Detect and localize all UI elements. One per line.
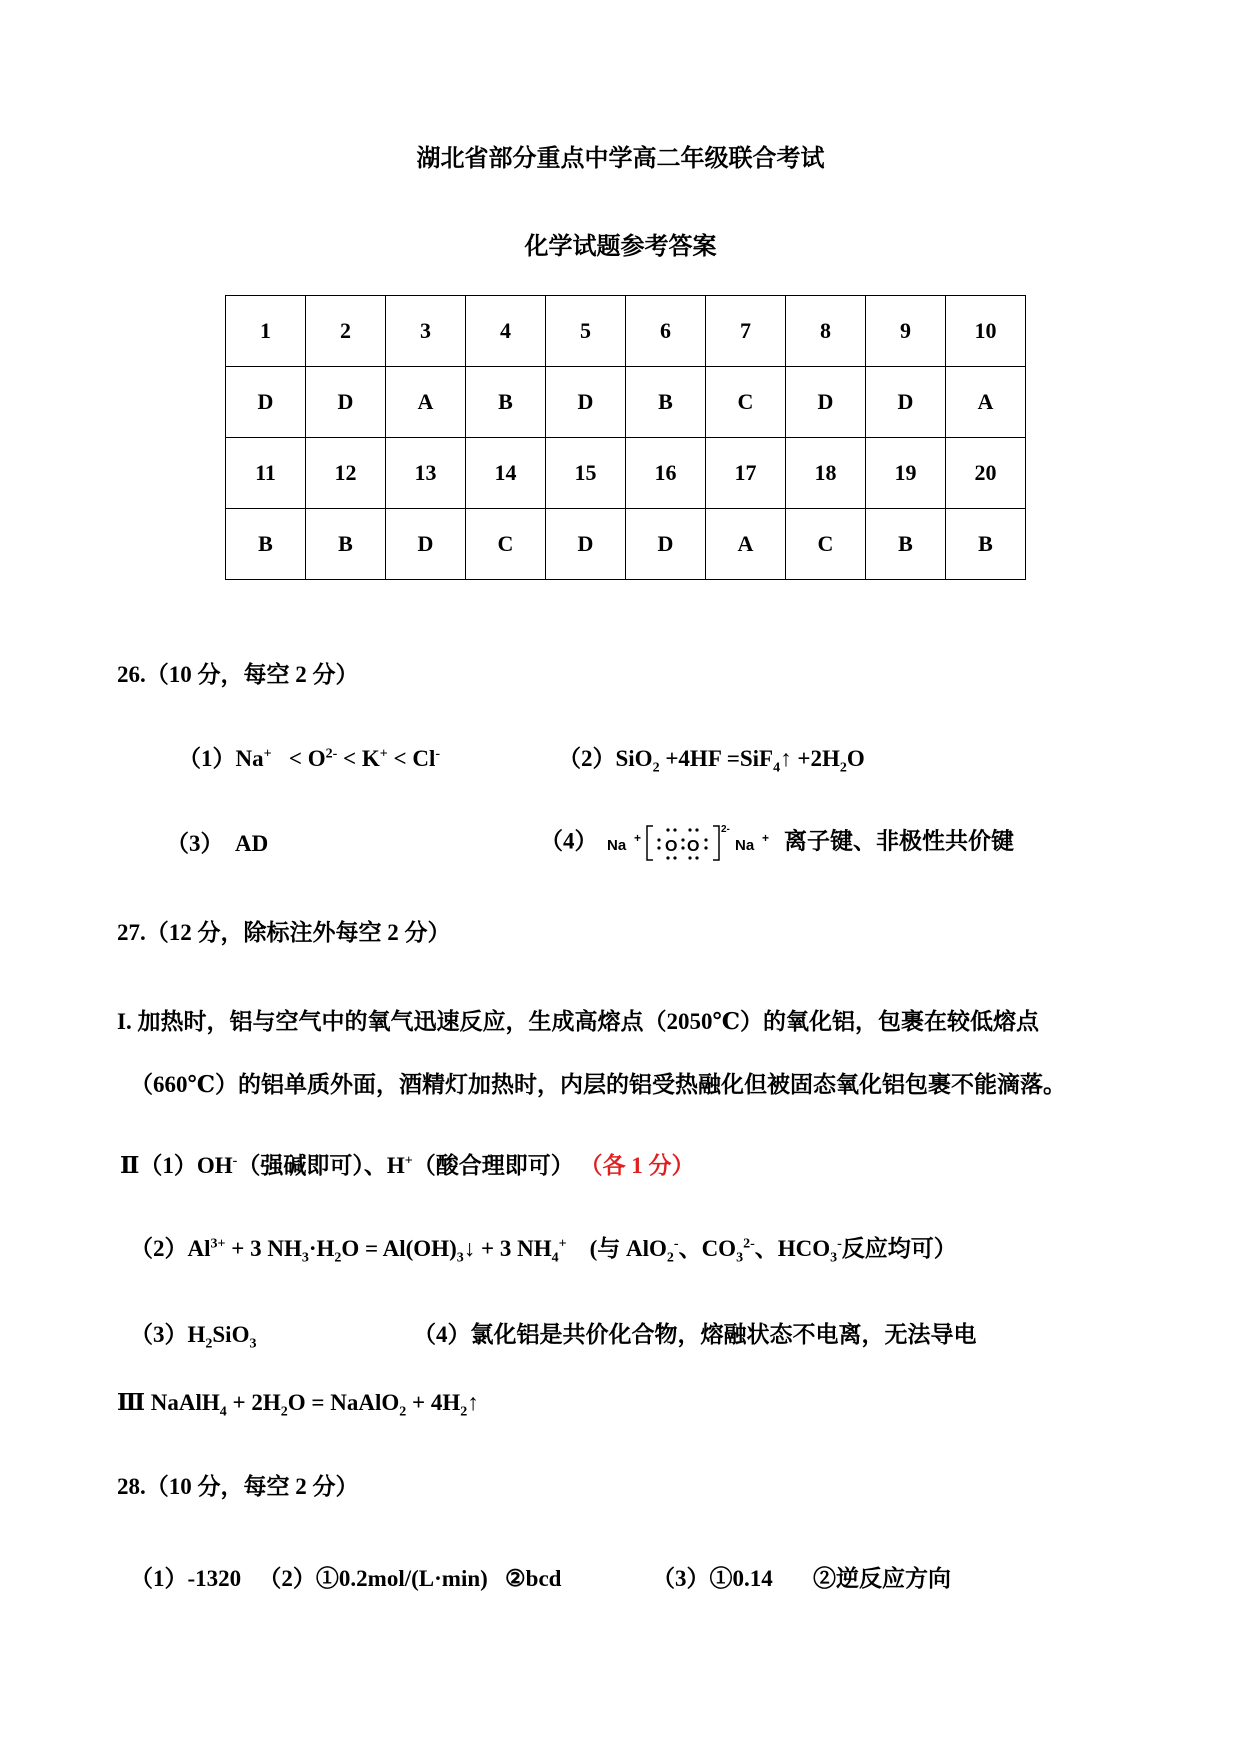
- table-row: [226, 367, 1026, 438]
- q27-part-i-line-1: I. 加热时，铝与空气中的氧气迅速反应，生成高熔点（2050℃）的氧化铝，包裹在较低熔点: [117, 1009, 1040, 1034]
- q26-answer-1: $(1)Na^+ < O^{2-} < K^+ < Cl^-$: [178, 746, 441, 771]
- q27-part-i-line-2: （660℃）的铝单质外面，酒精灯加热时，内层的铝受热融化但被固态氧化铝包裹不能滴落。: [130, 1072, 1067, 1097]
- q27-part-ii-1: Ⅱ（1）OH-（强碱即可）、H+（酸合理即可） （各 1 分）: [120, 1153, 695, 1178]
- table-row: [226, 438, 1026, 509]
- answer-table: [225, 295, 1026, 580]
- answer-cell: D: [226, 367, 306, 438]
- sodium-peroxide-lewis-structure: [603, 820, 778, 866]
- answer-cell: C: [466, 509, 546, 580]
- q26-answer-3: （3） AD: [166, 831, 269, 856]
- answer-cell: B: [866, 509, 946, 580]
- q27-heading: 27.（12 分，除标注外每空 2 分）: [117, 920, 451, 945]
- answer-cell: D: [386, 509, 466, 580]
- q26-answer-2: （2）SiO$_2$ +4HF =SiF$_4$↑ $+2H_2O$: [558, 746, 865, 776]
- table-row: [226, 296, 1026, 367]
- q28-heading: 28.（10 分，每空 2 分）: [117, 1474, 359, 1499]
- svg-text:2-: 2-: [721, 824, 731, 835]
- q27-part-ii-3: $(3)H_2SiO_3$: [130, 1322, 257, 1352]
- svg-text:Na: Na: [607, 837, 627, 854]
- question-number-cell: 1: [226, 296, 306, 367]
- q27-part-ii-4: （4）氯化铝是共价化合物，熔融状态不电离，无法导电: [413, 1322, 977, 1347]
- answer-cell: D: [866, 367, 946, 438]
- question-number-cell: 17: [706, 438, 786, 509]
- question-number-cell: 5: [546, 296, 626, 367]
- svg-text:+: +: [634, 831, 642, 845]
- question-number-cell: 7: [706, 296, 786, 367]
- answer-cell: B: [946, 509, 1026, 580]
- svg-text:O: O: [665, 838, 678, 855]
- question-number-cell: 14: [466, 438, 546, 509]
- answer-cell: B: [226, 509, 306, 580]
- question-number-cell: 11: [226, 438, 306, 509]
- answer-cell: A: [946, 367, 1026, 438]
- question-number-cell: 19: [866, 438, 946, 509]
- answer-cell: C: [786, 509, 866, 580]
- question-number-cell: 13: [386, 438, 466, 509]
- q26-answer-4: （4） Na + O O 2- Na + 离子键、非极性共价键: [540, 820, 1014, 866]
- q28-answers: （1）-1320 （2）①0.2mol/(L·min) ②bcd: [130, 1566, 562, 1591]
- answer-cell: D: [546, 367, 626, 438]
- document-subtitle: 化学试题参考答案: [524, 234, 717, 260]
- q26-heading: 26.（10 分，每空 2 分）: [117, 662, 359, 687]
- q27-part-iii: Ⅲ NaAlH$_4$ + $2H_2O$ = NaAlO$_2$ + $4H_2↑$: [117, 1390, 479, 1420]
- answer-cell: D: [546, 509, 626, 580]
- svg-text:Na: Na: [735, 837, 755, 854]
- question-number-cell: 18: [786, 438, 866, 509]
- question-number-cell: 20: [946, 438, 1026, 509]
- answer-cell: D: [786, 367, 866, 438]
- score-note: （各 1 分）: [579, 1153, 695, 1178]
- answer-cell: B: [306, 509, 386, 580]
- question-number-cell: 15: [546, 438, 626, 509]
- q26-answer-4-bond-text: 离子键、非极性共价键: [784, 828, 1014, 854]
- answer-cell: B: [626, 367, 706, 438]
- svg-text:+: +: [762, 831, 770, 845]
- question-number-cell: 16: [626, 438, 706, 509]
- question-number-cell: 12: [306, 438, 386, 509]
- document-title: 湖北省部分重点中学高二年级联合考试: [416, 146, 825, 172]
- svg-text:O: O: [687, 838, 700, 855]
- table-row: [226, 509, 1026, 580]
- question-number-cell: 2: [306, 296, 386, 367]
- question-number-cell: 3: [386, 296, 466, 367]
- answer-cell: B: [466, 367, 546, 438]
- answer-cell: D: [306, 367, 386, 438]
- question-number-cell: 10: [946, 296, 1026, 367]
- q27-part-ii-2: $(2)Al^{3+} + 3$ $NH_3\cdot H_2O$ = $Al(OH)_3↓ + 3$ $NH_4^+$ (与 AlO$_2$-、$CO_3^{2-}$、$HCO_3^-$反应均可）: [130, 1236, 957, 1266]
- answer-cell: A: [386, 367, 466, 438]
- question-number-cell: 4: [466, 296, 546, 367]
- question-number-cell: 6: [626, 296, 706, 367]
- question-number-cell: 8: [786, 296, 866, 367]
- answer-cell: A: [706, 509, 786, 580]
- q28-answer-3: （3）①0.14 ②逆反应方向: [652, 1566, 951, 1591]
- answer-cell: D: [626, 509, 706, 580]
- question-number-cell: 9: [866, 296, 946, 367]
- answer-cell: C: [706, 367, 786, 438]
